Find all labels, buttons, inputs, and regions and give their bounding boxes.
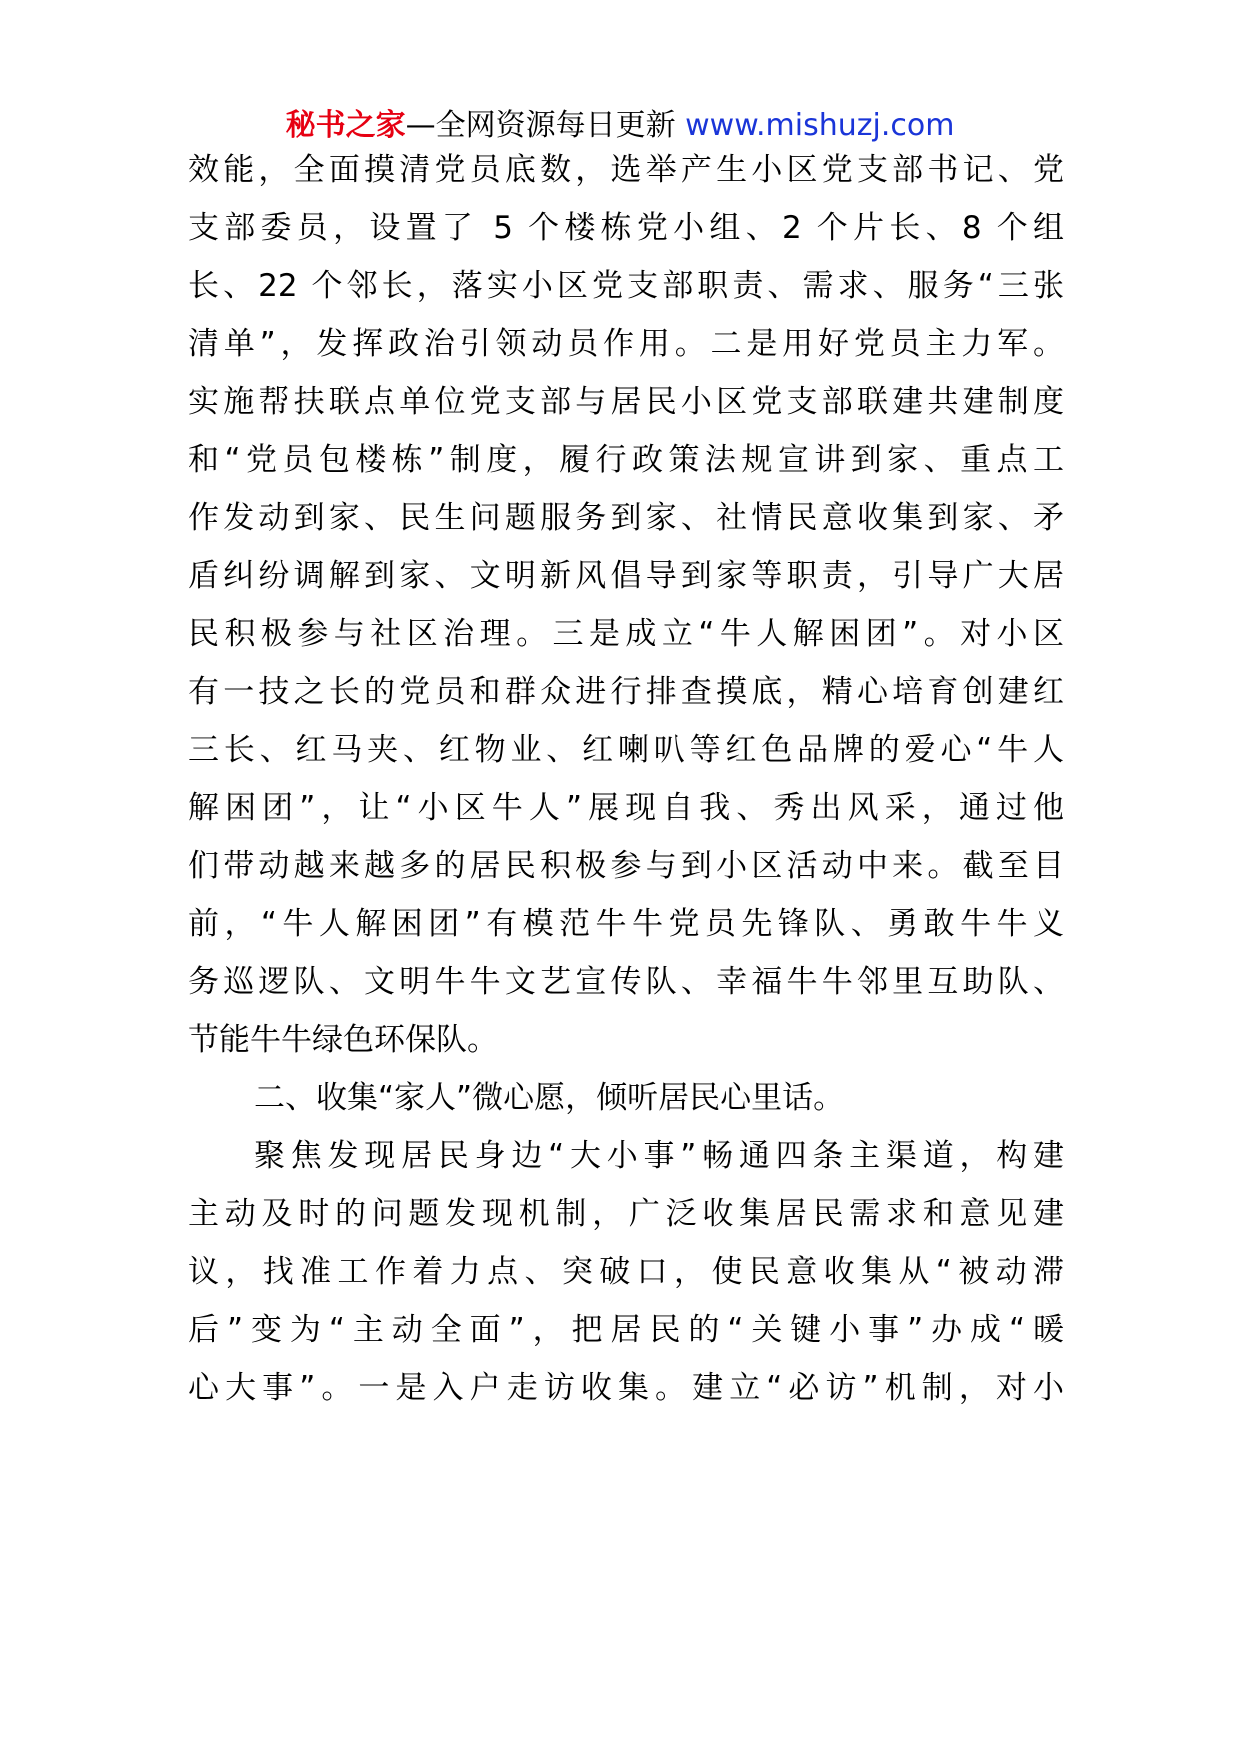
body-line: 效能，全面摸清党员底数，选举产生小区党支部书记、党 [188, 152, 1064, 188]
body-line: 三长、红马夹、红物业、红喇叭等红色品牌的爱心“牛人 [188, 732, 1064, 768]
body-line: 后”变为“主动全面”，把居民的“关键小事”办成“暖 [188, 1312, 1064, 1348]
section-heading: 二、收集“家人”微心愿，倾听居民心里话。 [254, 1080, 845, 1116]
body-line: 民积极参与社区治理。三是成立“牛人解困团”。对小区 [188, 616, 1064, 652]
body-line: 盾纠纷调解到家、文明新风倡导到家等职责，引导广大居 [188, 558, 1064, 594]
body-line: 议，找准工作着力点、突破口，使民意收集从“被动滞 [188, 1254, 1064, 1290]
body-line: 们带动越来越多的居民积极参与到小区活动中来。截至目 [188, 848, 1064, 884]
body-line: 主动及时的问题发现机制，广泛收集居民需求和意见建 [188, 1196, 1064, 1232]
brand-name: 秘书之家 [285, 108, 406, 143]
body-line: 解困团”，让“小区牛人”展现自我、秀出风采，通过他 [188, 790, 1064, 826]
body-line: 实施帮扶联点单位党支部与居民小区党支部联建共建制度 [188, 384, 1064, 420]
body-line: 务巡逻队、文明牛牛文艺宣传队、幸福牛牛邻里互助队、 [188, 964, 1064, 1000]
header-tagline: —全网资源每日更新 [405, 108, 686, 143]
body-line: 聚焦发现居民身边“大小事”畅通四条主渠道，构建 [254, 1138, 1064, 1174]
body-line: 清单”，发挥政治引领动员作用。二是用好党员主力军。 [188, 326, 1064, 362]
body-line: 长、22 个邻长，落实小区党支部职责、需求、服务“三张 [188, 268, 1064, 304]
body-line: 和“党员包楼栋”制度，履行政策法规宣讲到家、重点工 [188, 442, 1064, 478]
body-line: 作发动到家、民生问题服务到家、社情民意收集到家、矛 [188, 500, 1064, 536]
body-line: 支部委员，设置了 5 个楼栋党小组、2 个片长、8 个组 [188, 210, 1064, 246]
body-line: 节能牛牛绿色环保队。 [188, 1022, 498, 1058]
site-url-link[interactable]: www.mishuzj.com [685, 108, 955, 143]
body-line: 心大事”。一是入户走访收集。建立“必访”机制，对小 [188, 1370, 1064, 1406]
body-line: 有一技之长的党员和群众进行排查摸底，精心培育创建红 [188, 674, 1064, 710]
body-line: 前，“牛人解困团”有模范牛牛党员先锋队、勇敢牛牛义 [188, 906, 1064, 942]
